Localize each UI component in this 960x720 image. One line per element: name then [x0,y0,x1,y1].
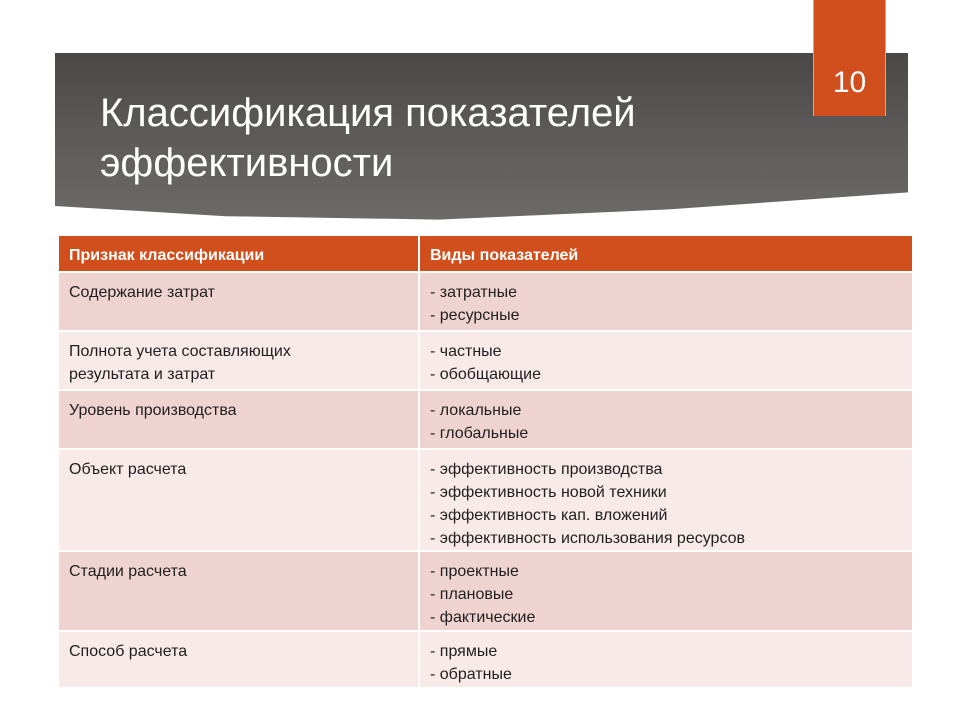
criterion-text: Уровень производства [69,402,237,419]
type-item: - фактические [430,609,536,626]
types-cell [419,631,913,688]
type-item: - частные [430,343,502,360]
type-item: - эффективность использования ресурсов [430,530,746,547]
criterion-text: Полнота учета составляющих [69,343,291,360]
criterion-text: Стадии расчета [69,563,187,580]
slide-title-line: Классификация показателей [100,91,636,135]
type-item: - глобальные [430,425,529,442]
type-item: - обратные [430,666,512,683]
slide-number-tab [813,0,886,116]
criterion-text: Объект расчета [69,461,187,478]
type-item: - локальные [430,402,522,419]
criterion-cell [58,449,419,551]
header-criterion: Признак классификации [58,235,419,272]
type-item: - эффективность новой техники [430,484,667,501]
table-header-row [58,235,913,272]
classification-table [57,234,914,689]
types-cell [419,331,913,390]
slide-title [100,88,800,188]
table-row [58,449,913,551]
criterion-text: Содержание затрат [69,284,215,301]
slide-title-line: эффективности [100,141,394,185]
criterion-cell [58,331,419,390]
types-cell [419,551,913,631]
criterion-text: результата и затрат [69,366,216,383]
criterion-cell [58,631,419,688]
type-item: - ресурсные [430,307,520,324]
type-item: - затратные [430,284,517,301]
types-cell [419,449,913,551]
type-item: - эффективность производства [430,461,663,478]
criterion-cell [58,551,419,631]
type-item: - обобщающие [430,366,541,383]
table-row [58,390,913,449]
type-item: - прямые [430,643,498,660]
type-item: - эффективность кап. вложений [430,507,668,524]
table-row [58,331,913,390]
types-cell [419,390,913,449]
slide-number: 10 [832,66,867,99]
table-row [58,631,913,688]
table-row [58,272,913,331]
criterion-text: Способ расчета [69,643,188,660]
types-cell [419,272,913,331]
type-item: - плановые [430,586,514,603]
type-item: - проектные [430,563,519,580]
header-types: Виды показателей [419,235,913,272]
criterion-cell [58,390,419,449]
table-row [58,551,913,631]
criterion-cell [58,272,419,331]
